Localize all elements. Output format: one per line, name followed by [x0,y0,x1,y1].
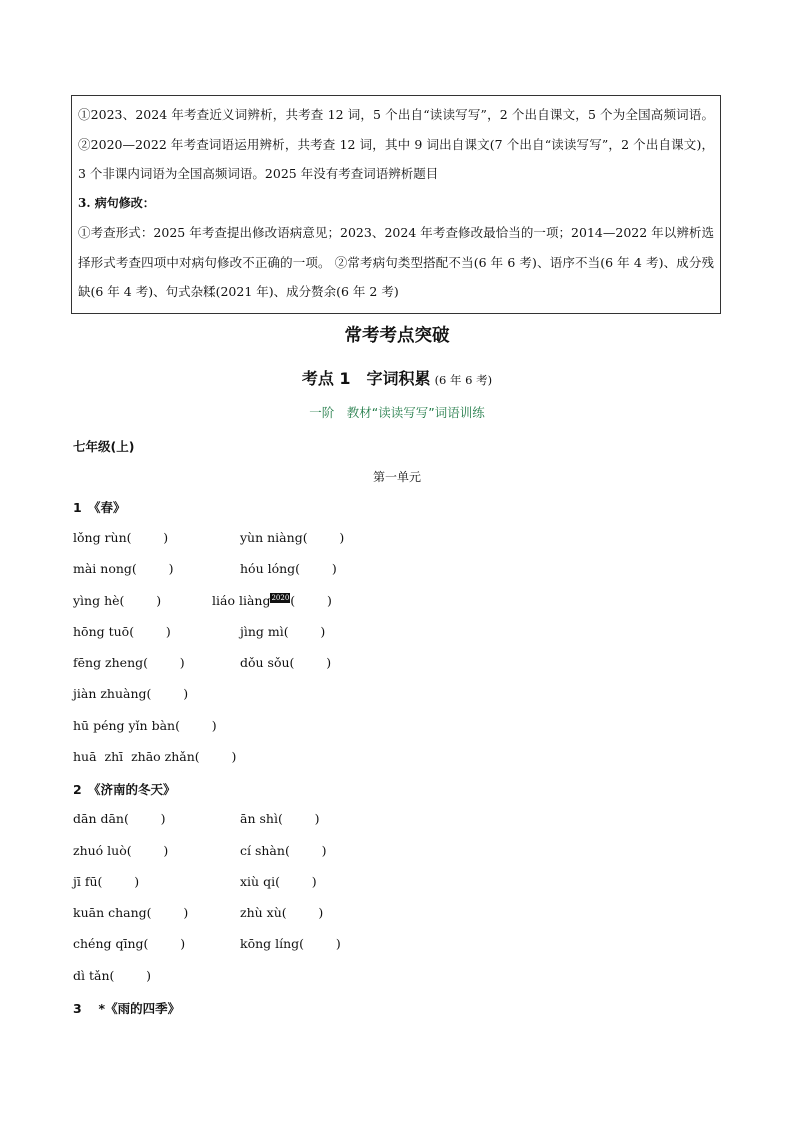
unit-label: 第一单元 [372,470,421,484]
pinyin-item: kuān chang( ) [73,905,189,920]
pinyin-item: xiù qi( ) [240,874,317,889]
pinyin-item: fēng zheng( ) [73,655,185,670]
pinyin-item: ān shì( ) [240,811,320,826]
pinyin-item: hū péng yǐn bàn( ) [73,718,217,733]
exam-analysis-box [71,95,721,314]
point-title-frequency: (6 年 6 考) [434,373,493,387]
pinyin-item: dì tǎn( ) [73,968,152,983]
pinyin-item: jī fū( ) [73,874,140,889]
pinyin-item: hóu lóng( ) [240,561,337,576]
pinyin-item: lǒng rùn( ) [73,530,169,545]
pinyin-item: kōng líng( ) [240,936,341,951]
pinyin-item-with-stamp [212,593,332,608]
pinyin-item: dǒu sǒu( ) [240,655,332,670]
point-title-main: 考点 1 字词积累 [301,369,431,388]
lesson-3-title: 3 *《雨的四季》 [73,1001,181,1016]
year-stamp: 2020 [271,594,290,602]
pinyin-item: yùn niàng( ) [240,530,345,545]
answer-blank: ( ) [290,593,332,608]
grade-label: 七年级(上) [73,439,135,454]
pinyin-item: zhù xù( ) [240,905,324,920]
pinyin-item: mài nong( ) [73,561,174,576]
stage-title: 一阶 教材“读读写写”词语训练 [309,405,485,420]
pinyin-item: chéng qīng( ) [73,936,186,951]
lesson-2-title: 2 《济南的冬天》 [73,782,176,797]
pinyin-item: dān dān( ) [73,811,166,826]
section-title: 常考考点突破 [344,326,450,346]
pinyin-item: huā zhī zhāo zhǎn( ) [73,749,237,764]
pinyin-item: jiàn zhuàng( ) [73,686,189,701]
pinyin-item: yìng hè( ) [73,593,162,608]
pinyin-item: jìng mì( ) [240,624,326,639]
point-title [0,366,794,389]
pinyin-item: cí shàn( ) [240,843,327,858]
pinyin-item: zhuó luò( ) [73,843,169,858]
analysis-heading-sentence-correction: 3. 病句修改： [78,195,155,210]
analysis-paragraph-2: ①考查形式：2025 年考查提出修改语病意见；2023、2024 年考查修改最恰当的一项；2014—2022 年以辨析选择形式考查四项中对病句修改不正确的一项。 ②常考病句类型搭配不当(6 年 6 考)、语序不当(6 年 4 考)、成分残缺(6 年 4 考)、句式杂糅(2021 年)、成分赘余(6 年 2 考) [78,225,714,299]
pinyin-item: hōng tuō( ) [73,624,171,639]
pinyin-text: liáo liàng [212,593,271,608]
analysis-paragraph-1: ①2023、2024 年考查近义词辨析，共考查 12 词，5 个出自“读读写写”，2 个出自课文，5 个为全国高频词语。②2020—2022 年考查词语运用辨析，共考查 12 词，其中 9 词出自课文(7 个出自“读读写写”，2 个出自课文)，3 个非课内词语为全国高频词语。2025 年没有考查词语辨析题目 [78,107,714,181]
lesson-1-title: 1 《春》 [73,500,126,515]
